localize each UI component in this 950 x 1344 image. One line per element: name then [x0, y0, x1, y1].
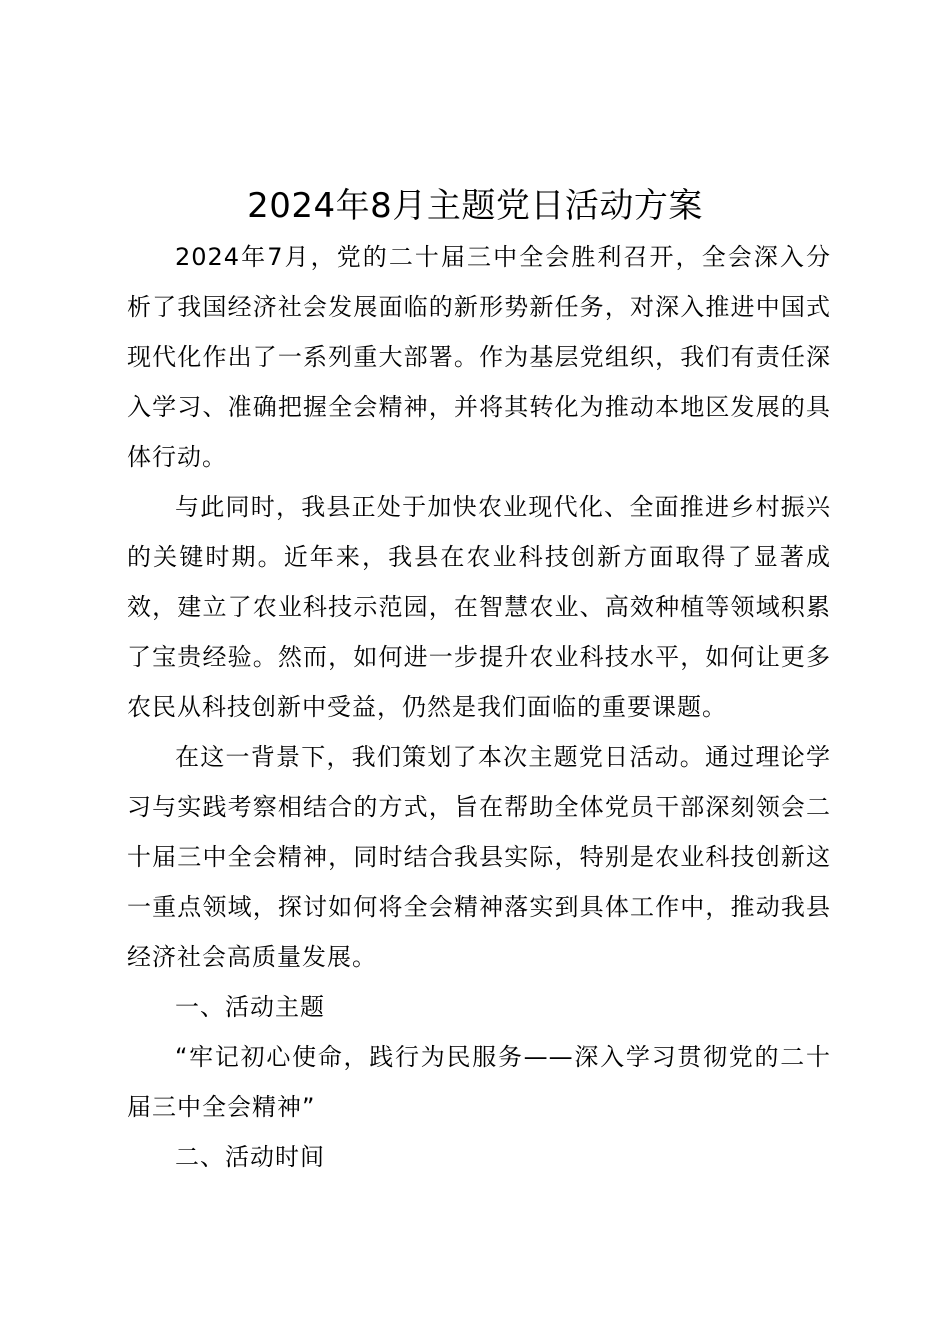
document-title: 2024年8月主题党日活动方案 [247, 186, 703, 226]
section-heading-activity-theme: 一、活动主题 [175, 993, 325, 1021]
document-body [127, 232, 831, 1182]
section-heading-activity-time: 二、活动时间 [175, 1143, 325, 1171]
paragraph-county-agriculture: 与此同时，我县正处于加快农业现代化、全面推进乡村振兴的关键时期。近年来，我县在农业科技创新方面取得了显著成效，建立了农业科技示范园，在智慧农业、高效种植等领域积累了宝贵经验。然而，如何进一步提升农业科技水平，如何让更多农民从科技创新中受益，仍然是我们面临的重要课题。 [127, 493, 831, 721]
paragraph-activity-theme: “牢记初心使命，践行为民服务——深入学习贯彻党的二十届三中全会精神” [127, 1043, 831, 1121]
paragraph-background-plenum: 2024年7月，党的二十届三中全会胜利召开，全会深入分析了我国经济社会发展面临的新形势新任务，对深入推进中国式现代化作出了一系列重大部署。作为基层党组织，我们有责任深入学习、准确把握全会精神，并将其转化为推动本地区发展的具体行动。 [127, 243, 831, 471]
paragraph-activity-purpose: 在这一背景下，我们策划了本次主题党日活动。通过理论学习与实践考察相结合的方式，旨在帮助全体党员干部深刻领会二十届三中全会精神，同时结合我县实际，特别是农业科技创新这一重点领域，探讨如何将全会精神落实到具体工作中，推动我县经济社会高质量发展。 [127, 743, 831, 971]
